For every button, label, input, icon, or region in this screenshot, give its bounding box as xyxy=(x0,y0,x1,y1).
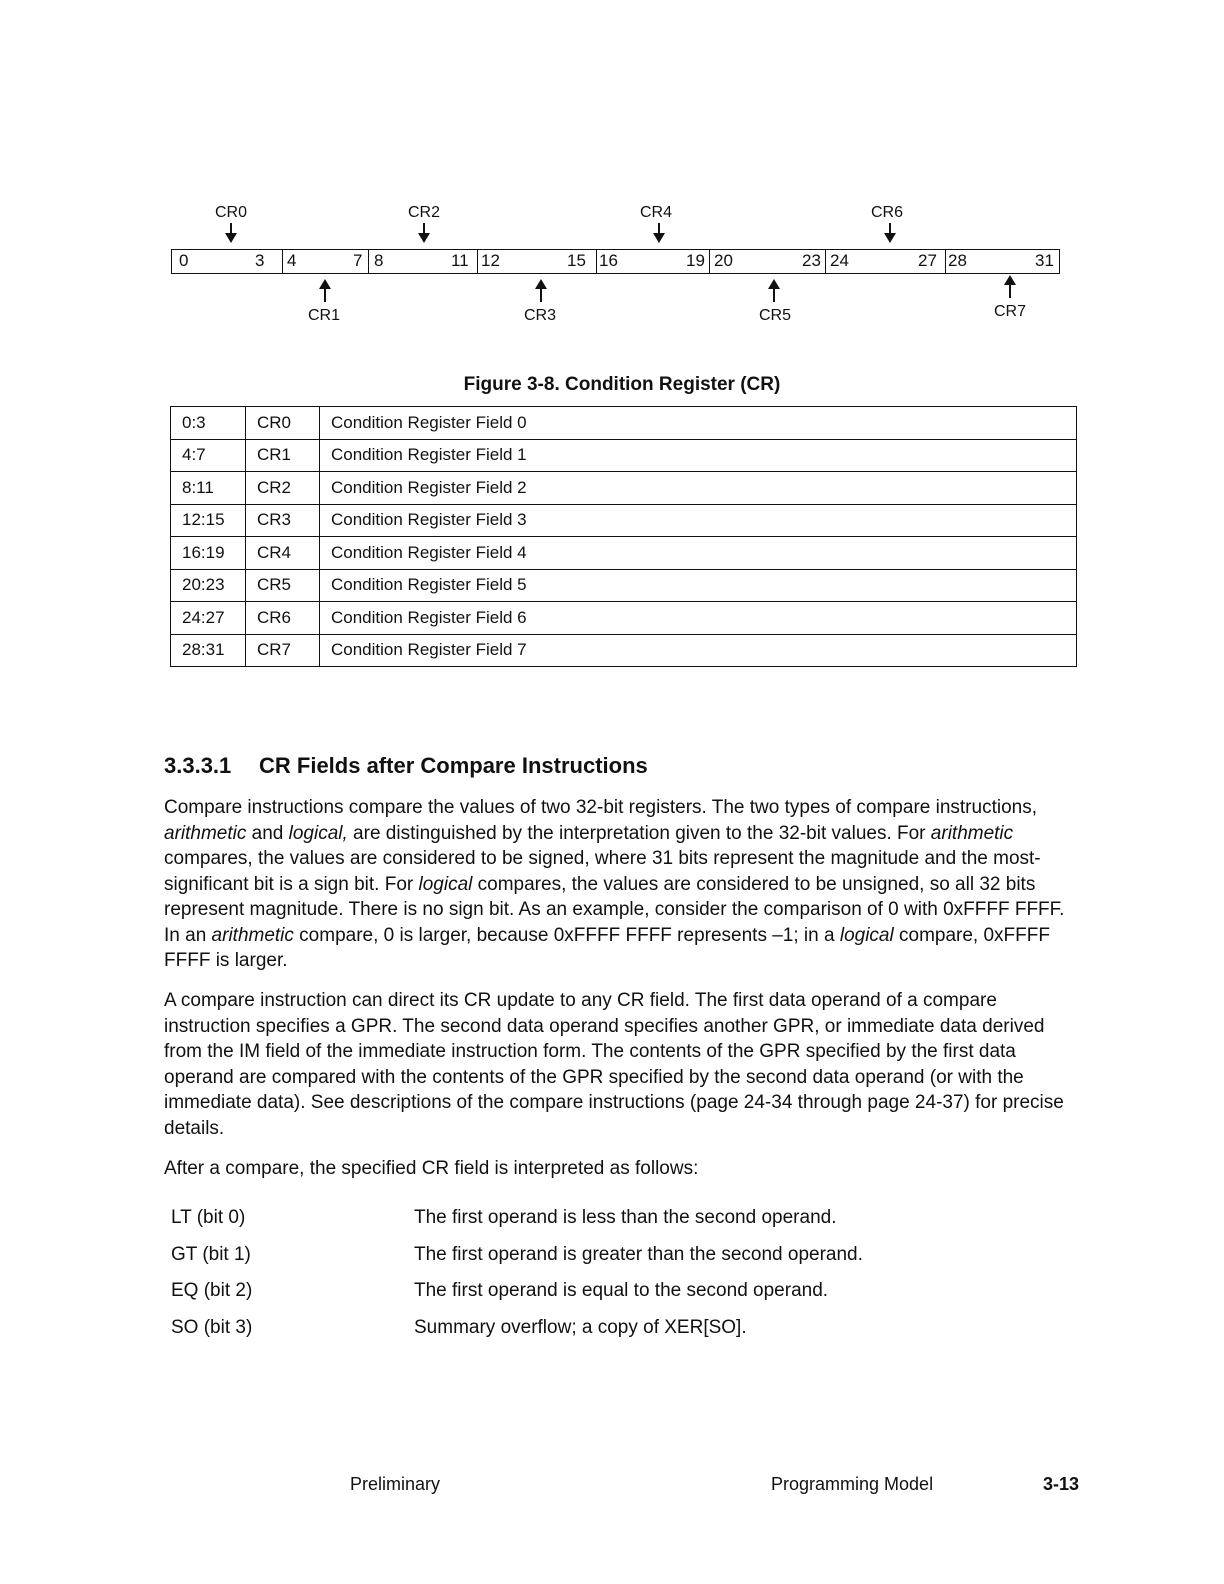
down-arrow-icon xyxy=(230,223,232,240)
field-name-cell: CR3 xyxy=(246,504,320,537)
down-arrow-icon xyxy=(889,223,891,240)
page-number: 3-13 xyxy=(1043,1474,1080,1494)
emphasis: arithmetic xyxy=(930,822,1014,844)
field-name-cell: CR4 xyxy=(246,537,320,570)
text-run: Compare instructions compare the values of two 32-bit registers. The two types of compare instructions, xyxy=(164,797,1037,818)
text-run: compare, 0xFFFF FFFF is larger. xyxy=(164,924,1050,971)
bit-label: 7 xyxy=(353,251,363,270)
down-arrow-icon xyxy=(658,223,660,240)
cr-field-label: CR5 xyxy=(758,307,792,324)
bits-cell: 4:7 xyxy=(171,439,246,472)
paragraph-text: After a compare, the specified CR field is interpreted as follows: xyxy=(164,1158,699,1179)
bits-cell: 20:23 xyxy=(171,569,246,602)
paragraph-compare-types xyxy=(164,795,1084,974)
description-cell: Condition Register Field 4 xyxy=(320,537,1077,570)
bit-description: Summary overflow; a copy of XER[SO]. xyxy=(414,1316,747,1338)
field-divider xyxy=(477,250,478,273)
description-cell: Condition Register Field 3 xyxy=(320,504,1077,537)
bit-label: 23 xyxy=(802,251,821,270)
bit-label: 0 xyxy=(179,251,189,270)
field-name-cell: CR0 xyxy=(246,407,320,440)
field-divider xyxy=(825,250,826,273)
field-name-cell: CR6 xyxy=(246,602,320,635)
bit-label: 11 xyxy=(451,251,469,270)
description-cell: Condition Register Field 1 xyxy=(320,439,1077,472)
table-row xyxy=(171,634,1077,667)
cr-field-label: CR4 xyxy=(639,204,673,221)
bit-label: 3 xyxy=(255,251,265,270)
down-arrow-icon xyxy=(423,223,425,240)
bit-description: The first operand is less than the second operand. xyxy=(414,1207,837,1228)
text-run: are distinguished by the interpretation given to the 32-bit values. For xyxy=(347,822,931,844)
table-row xyxy=(171,569,1077,602)
bit-label: 4 xyxy=(287,251,297,270)
description-cell: Condition Register Field 7 xyxy=(320,634,1077,667)
bit-label: 27 xyxy=(918,251,937,270)
description-cell: Condition Register Field 0 xyxy=(320,407,1077,440)
up-arrow-icon xyxy=(540,282,542,302)
bits-cell: 12:15 xyxy=(171,504,246,537)
text-run: compare, 0 is larger, because 0xFFFF FFFF represents –1; in a xyxy=(293,924,840,946)
paragraph-compare-operands xyxy=(164,988,1084,1141)
bit-label: 19 xyxy=(686,251,705,270)
bit-label: 28 xyxy=(948,251,967,270)
field-name-cell: CR5 xyxy=(246,569,320,602)
description-cell: Condition Register Field 5 xyxy=(320,569,1077,602)
table-row xyxy=(171,602,1077,635)
field-divider xyxy=(368,250,369,273)
cr-field-label: CR3 xyxy=(523,307,557,324)
bit-label: 8 xyxy=(374,251,384,270)
up-arrow-icon xyxy=(1009,278,1011,298)
bit-label: 16 xyxy=(599,251,618,270)
emphasis: arithmetic xyxy=(164,822,247,844)
bits-cell: 24:27 xyxy=(171,602,246,635)
text-run: compares, the values are considered to be signed, where 31 bits represent the magnitude and the most-significant bit is a sign bit. For xyxy=(164,848,1041,895)
field-divider xyxy=(596,250,597,273)
bit-term: SO (bit 3) xyxy=(171,1316,253,1338)
description-cell: Condition Register Field 6 xyxy=(320,602,1077,635)
text-run: compares, the values are considered to be unsigned, so all 32 bits represent magnitude. There is no sign bit. As an example, consider the comparison of 0 with 0xFFFF FFFF. In an xyxy=(164,873,1065,946)
figure-caption: Figure 3-8. Condition Register (CR) xyxy=(463,374,781,395)
cr-field-label: CR0 xyxy=(214,204,248,221)
bit-label: 31 xyxy=(1035,251,1054,270)
table-row xyxy=(171,439,1077,472)
footer-status: Preliminary xyxy=(350,1474,441,1494)
emphasis: arithmetic xyxy=(211,924,294,946)
bits-cell: 16:19 xyxy=(171,537,246,570)
cr-field-label: CR2 xyxy=(407,204,441,221)
table-row xyxy=(171,537,1077,570)
bit-term: LT (bit 0) xyxy=(171,1207,246,1228)
field-divider xyxy=(282,250,283,273)
cr-field-table xyxy=(170,406,1077,667)
bits-cell: 0:3 xyxy=(171,407,246,440)
table-row xyxy=(171,407,1077,440)
paragraph-text: A compare instruction can direct its CR update to any CR field. The first data operand of a compare instruction specifies a GPR. The second data operand specifies another GPR, or immediate data derived from the IM field of the immediate instruction form. The contents of the GPR specified by the first data operand are compared with the contents of the GPR specified by the second data operand (or with the immediate data). See descriptions of the compare instructions (page 24-34 through page 24-37) for precise details. xyxy=(164,990,1064,1139)
cr-field-label: CR6 xyxy=(870,204,904,221)
description-cell: Condition Register Field 2 xyxy=(320,472,1077,505)
field-name-cell: CR1 xyxy=(246,439,320,472)
bit-term: GT (bit 1) xyxy=(171,1243,251,1265)
emphasis: logical, xyxy=(288,822,348,844)
bits-cell: 28:31 xyxy=(171,634,246,667)
bit-label: 12 xyxy=(481,251,500,270)
field-divider xyxy=(709,250,710,273)
emphasis: logical xyxy=(839,924,894,946)
bit-term: EQ (bit 2) xyxy=(171,1280,253,1301)
bit-label: 20 xyxy=(714,251,733,270)
field-name-cell: CR2 xyxy=(246,472,320,505)
emphasis: logical xyxy=(418,873,473,895)
bits-cell: 8:11 xyxy=(171,472,246,505)
bit-description: The first operand is greater than the second operand. xyxy=(414,1243,863,1265)
table-row xyxy=(171,504,1077,537)
section-title: CR Fields after Compare Instructions xyxy=(259,753,648,778)
up-arrow-icon xyxy=(324,282,326,302)
up-arrow-icon xyxy=(773,282,775,302)
paragraph-interpretation xyxy=(164,1156,1084,1182)
field-divider xyxy=(945,250,946,273)
bit-label: 24 xyxy=(830,251,849,270)
table-row xyxy=(171,472,1077,505)
bit-label: 15 xyxy=(567,251,586,270)
cr-field-label: CR1 xyxy=(307,307,341,324)
cr-field-label: CR7 xyxy=(993,303,1027,320)
section-heading xyxy=(164,753,648,779)
section-number: 3.3.3.1 xyxy=(164,753,232,778)
field-name-cell: CR7 xyxy=(246,634,320,667)
bit-description: The first operand is equal to the second operand. xyxy=(414,1280,829,1301)
footer-chapter-title: Programming Model xyxy=(771,1474,934,1494)
text-run: and xyxy=(246,822,289,844)
